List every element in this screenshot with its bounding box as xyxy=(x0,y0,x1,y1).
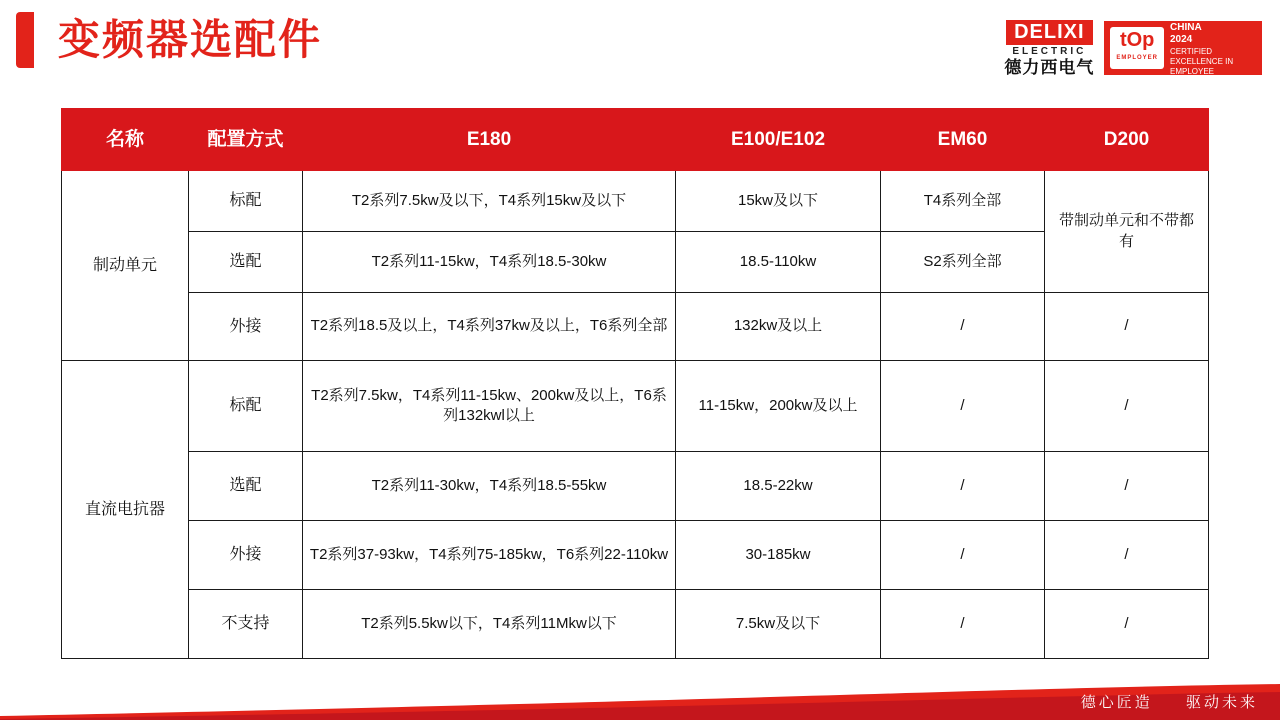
cell-d200: / xyxy=(1045,293,1209,361)
col-header-config: 配置方式 xyxy=(189,109,303,171)
delixi-logo xyxy=(1004,20,1094,76)
top-employer-badge xyxy=(1104,9,1262,86)
delixi-wordmark: DELIXI xyxy=(1006,20,1092,45)
cell-e180: T2系列11-15kw，T4系列18.5-30kw xyxy=(303,232,676,293)
footer-slogan-right: 驱动未来 xyxy=(1185,694,1258,711)
config-external: 外接 xyxy=(189,521,303,590)
table-row xyxy=(62,171,1209,232)
cell-e100: 7.5kw及以下 xyxy=(676,590,881,659)
config-external: 外接 xyxy=(189,293,303,361)
table-row xyxy=(62,521,1209,590)
cell-e180: T2系列37-93kw，T4系列75-185kw，T6系列22-110kw xyxy=(303,521,676,590)
cell-d200: / xyxy=(1045,452,1209,521)
cell-e100: 30-185kw xyxy=(676,521,881,590)
cell-em60: / xyxy=(881,521,1045,590)
cell-e100: 11-15kw，200kw及以上 xyxy=(676,361,881,452)
cell-e100: 15kw及以下 xyxy=(676,171,881,232)
top-employer-cn: 中国杰出雇主 xyxy=(1170,9,1230,21)
top-employer-text xyxy=(1170,9,1256,87)
col-header-name: 名称 xyxy=(62,109,189,171)
group-label-dc-reactor: 直流电抗器 xyxy=(62,361,189,659)
title-bar xyxy=(16,12,322,68)
cell-e180: T2系列11-30kw，T4系列18.5-55kw xyxy=(303,452,676,521)
table-row xyxy=(62,232,1209,293)
top-employer-year: 2024 xyxy=(1170,34,1193,46)
title-accent-bar xyxy=(16,12,34,68)
page-title: 变频器选配件 xyxy=(58,16,323,63)
cell-e100: 18.5-22kw xyxy=(676,452,881,521)
cell-em60: / xyxy=(881,293,1045,361)
cell-d200: / xyxy=(1045,361,1209,452)
config-optional: 选配 xyxy=(189,232,303,293)
table-row xyxy=(62,361,1209,452)
logo-zone xyxy=(1004,9,1262,86)
accessories-table-wrapper xyxy=(61,108,1208,659)
cell-em60: S2系列全部 xyxy=(881,232,1045,293)
table-row xyxy=(62,293,1209,361)
col-header-d200: D200 xyxy=(1045,109,1209,171)
group-label-braking-unit: 制动单元 xyxy=(62,171,189,361)
table-row xyxy=(62,590,1209,659)
cell-e180: T2系列7.5kw，T4系列11-15kw、200kw及以上，T6系列132kwl以上 xyxy=(303,361,676,452)
cell-d200: / xyxy=(1045,521,1209,590)
cell-d200: / xyxy=(1045,590,1209,659)
footer-slogan-left: 德心匠造 xyxy=(1080,694,1153,711)
top-employer-caption: CERTIFIED EXCELLENCE IN EMPLOYEE CONDITIONS xyxy=(1170,46,1234,86)
top-employer-word: tOp xyxy=(1119,29,1155,51)
cell-e100: 132kw及以上 xyxy=(676,293,881,361)
footer-banner xyxy=(0,662,1280,720)
accessories-table xyxy=(61,108,1209,659)
cell-em60: / xyxy=(881,452,1045,521)
top-employer-country: CHINA xyxy=(1170,21,1202,33)
delixi-chinese-name: 德力西电气 xyxy=(1004,58,1095,77)
cell-em60: / xyxy=(881,361,1045,452)
cell-e180: T2系列5.5kw以下，T4系列11Mkw以下 xyxy=(303,590,676,659)
col-header-e180: E180 xyxy=(303,109,676,171)
cell-em60: / xyxy=(881,590,1045,659)
cell-e180: T2系列18.5及以上，T4系列37kw及以上，T6系列全部 xyxy=(303,293,676,361)
cell-d200: 带制动单元和不带都有 xyxy=(1045,171,1209,293)
table-header-row xyxy=(62,109,1209,171)
config-unsupported: 不支持 xyxy=(189,590,303,659)
delixi-subtitle: ELECTRIC xyxy=(1012,46,1087,57)
cell-e100: 18.5-110kw xyxy=(676,232,881,293)
top-employer-word-sub: EMPLOYER xyxy=(1116,55,1158,61)
footer-slogan xyxy=(1055,691,1258,712)
top-employer-mark xyxy=(1110,27,1164,69)
col-header-em60: EM60 xyxy=(881,109,1045,171)
cell-em60: T4系列全部 xyxy=(881,171,1045,232)
cell-e180: T2系列7.5kw及以下，T4系列15kw及以下 xyxy=(303,171,676,232)
config-standard: 标配 xyxy=(189,361,303,452)
config-optional: 选配 xyxy=(189,452,303,521)
config-standard: 标配 xyxy=(189,171,303,232)
col-header-e100: E100/E102 xyxy=(676,109,881,171)
table-row xyxy=(62,452,1209,521)
